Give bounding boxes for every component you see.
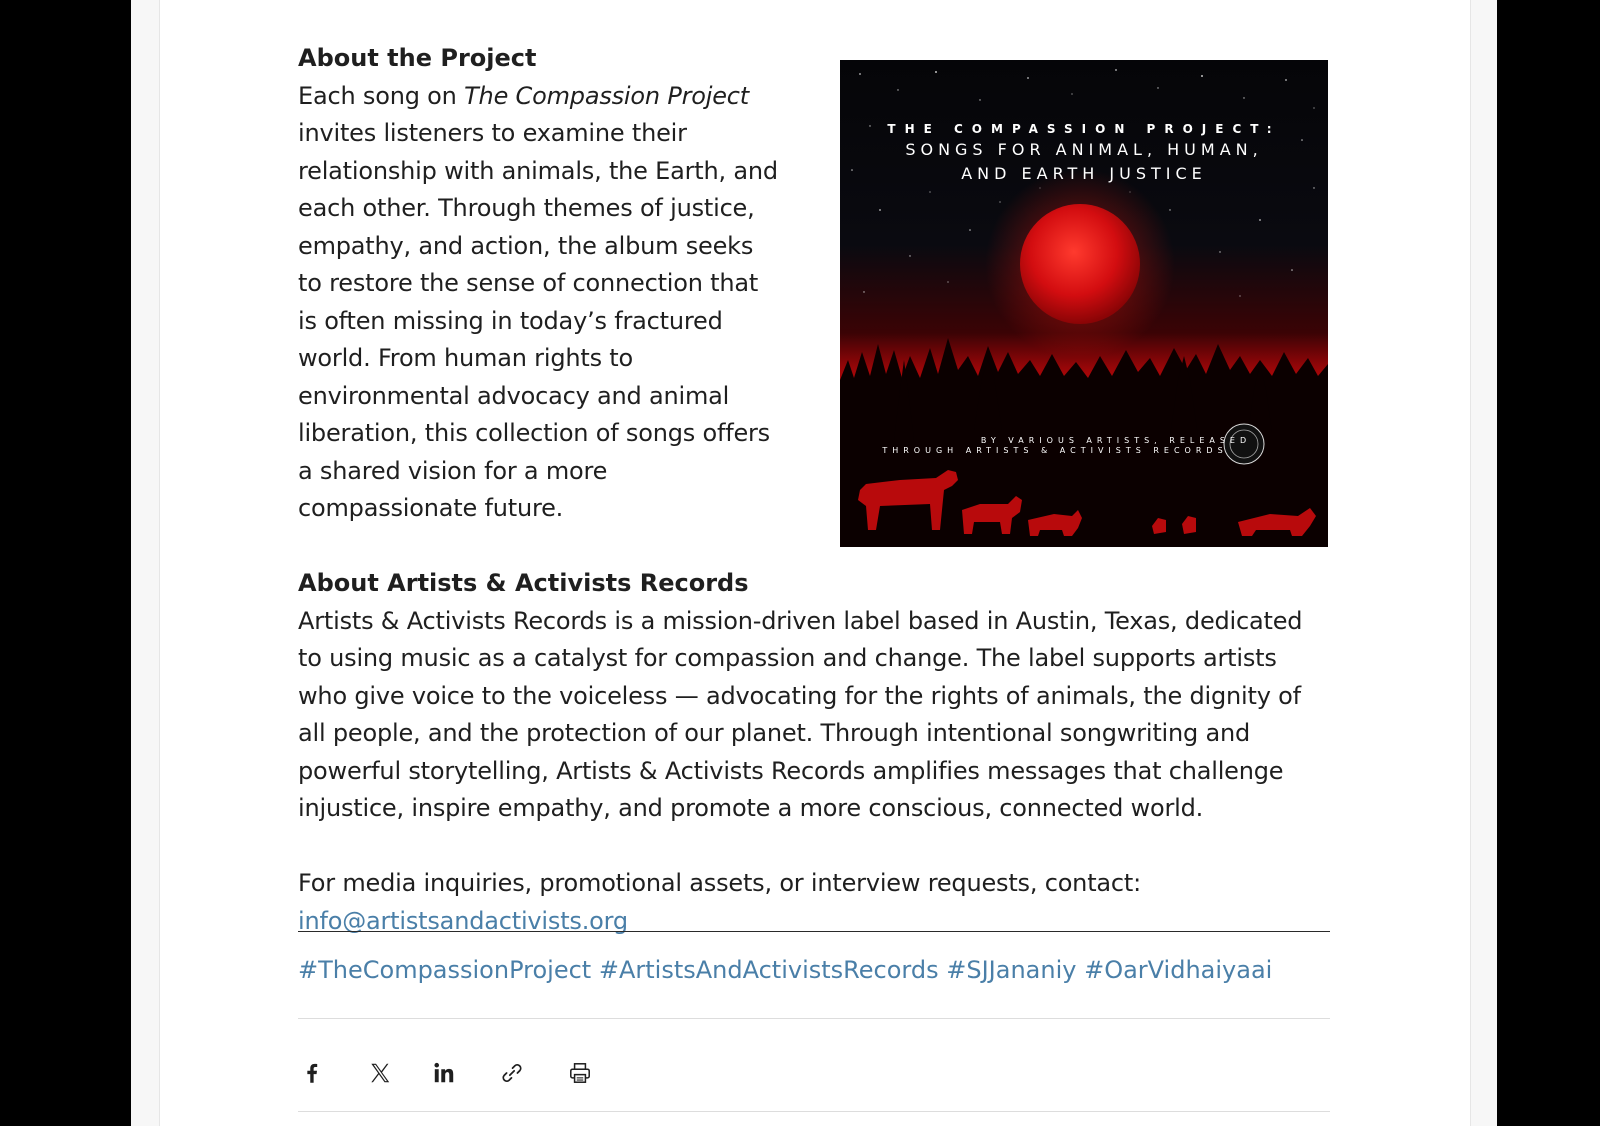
- x-icon: [367, 1060, 393, 1086]
- about-project-heading: About the Project: [298, 44, 537, 72]
- copy-link-button[interactable]: [492, 1048, 532, 1098]
- hashtag-link[interactable]: #SJJananiy: [946, 956, 1077, 984]
- content-divider: [298, 931, 1330, 932]
- link-icon: [499, 1060, 525, 1086]
- about-label-heading: About Artists & Activists Records: [298, 569, 749, 597]
- intro-prefix-text: Each song on: [298, 81, 465, 110]
- contact-email-link[interactable]: info@artistsandactivists.org: [298, 906, 628, 935]
- share-divider-top: [298, 1018, 1330, 1019]
- cover-title-line1: THE COMPASSION PROJECT:: [887, 122, 1281, 136]
- about-label-paragraph: Artists & Activists Records is a mission-driven label based in Austin, Texas, dedicated to using music as a catalyst for compassion and change. The label supports artists who give voice to the voiceless — advocating for the rights of animals, the dignity of all people, and the protection of our planet. Through intentional songwriting and powerful storytelling, Artists & Activists Records amplifies messages that challenge injustice, inspire empathy, and promote a more conscious, connected world.: [298, 606, 1303, 822]
- hashtag-link[interactable]: #OarVidhaiyaai: [1084, 956, 1273, 984]
- album-cover-image[interactable]: [840, 60, 1328, 547]
- share-linkedin-button[interactable]: [424, 1048, 464, 1098]
- print-icon: [567, 1060, 593, 1086]
- cover-credit-line2: THROUGH ARTISTS & ACTIVISTS RECORDS: [882, 446, 1228, 455]
- about-project-paragraph: [298, 78, 778, 528]
- post-content: [298, 40, 1330, 984]
- album-title-text: The Compassion Project: [464, 81, 749, 110]
- print-button[interactable]: [560, 1048, 600, 1098]
- share-facebook-button[interactable]: [292, 1048, 332, 1098]
- hashtag-list: [298, 952, 1272, 989]
- media-contact-text: For media inquiries, promotional assets, or interview requests, contact:: [298, 869, 1142, 897]
- media-contact-paragraph: [298, 865, 1330, 940]
- page-background: [131, 0, 1497, 1126]
- cover-title-line2: SONGS FOR ANIMAL, HUMAN,: [905, 140, 1263, 159]
- linkedin-icon: [431, 1060, 457, 1086]
- post-card: [159, 0, 1471, 1126]
- share-x-button[interactable]: [360, 1048, 400, 1098]
- facebook-icon: [299, 1060, 325, 1086]
- share-divider-bottom: [298, 1111, 1330, 1112]
- cover-title-line3: AND EARTH JUSTICE: [961, 164, 1207, 183]
- hashtag-link[interactable]: #TheCompassionProject: [298, 956, 592, 984]
- cover-credit-line1: BY VARIOUS ARTISTS, RELEASED: [980, 436, 1252, 445]
- about-project-body: invites listeners to examine their relationship with animals, the Earth, and each other. Through themes of justice, empathy, and action, the album seeks to restore the sense of connection that is often missing in today’s fractured world. From human rights to environmental advocacy and animal liberation, this collection of songs offers a shared vision for a more compassionate future.: [298, 119, 778, 522]
- hashtag-link[interactable]: #ArtistsAndActivistsRecords: [598, 956, 939, 984]
- red-moon: [1020, 204, 1140, 324]
